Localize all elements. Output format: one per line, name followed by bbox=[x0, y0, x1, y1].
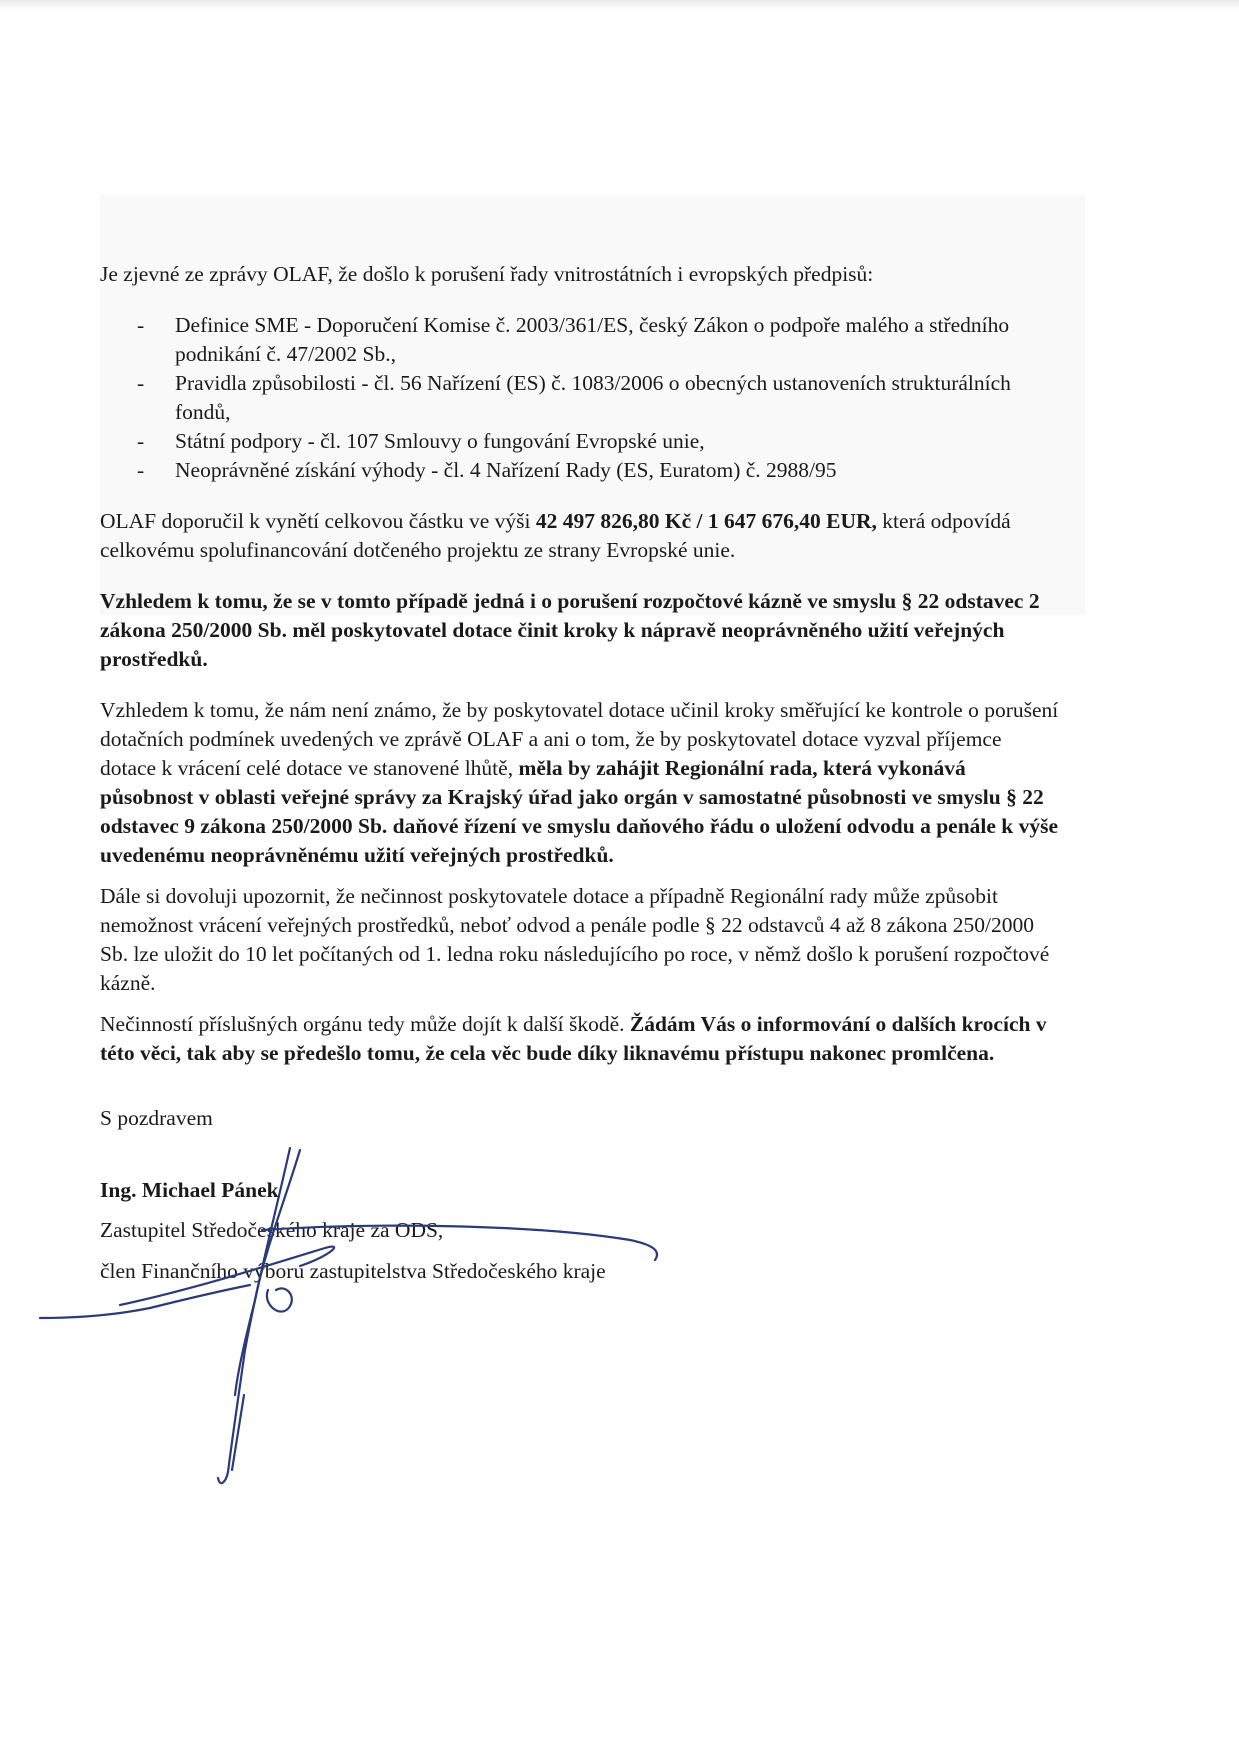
olaf-recommendation-text-end: která odpovídá celkovému spolufinancování dotčeného projektu ze strany Evropské unie. bbox=[100, 509, 1011, 562]
intro-paragraph: Je zjevné ze zprávy OLAF, že došlo k porušení řady vnitrostátních i evropských předpisů: bbox=[100, 262, 874, 286]
regional-council-paragraph bbox=[100, 696, 1060, 870]
violated-regulations-list bbox=[100, 311, 1060, 485]
budget-discipline-text: Vzhledem k tomu, že se v tomto případě jedná i o porušení rozpočtové kázně ve smyslu § 22 odstavec 2 zákona 250/2000 Sb. měl poskytovatel dotace činit kroky k nápravě neoprávněného užití veřejných prostředků. bbox=[100, 589, 1040, 671]
olaf-recommendation-text: OLAF doporučil k vynětí celkovou částku ve výši bbox=[100, 509, 536, 533]
letter-body bbox=[100, 260, 1060, 1298]
closing-greeting: S pozdravem bbox=[100, 1106, 213, 1130]
olaf-recommendation-paragraph bbox=[100, 507, 1060, 565]
regional-council-text: Vzhledem k tomu, že nám není známo, že by poskytovatel dotace učinil kroky směřující ke kontrole o porušení dotačních podmínek uvedených ve zprávě OLAF a ani o tom, že by poskytovatel dotace vyzval příjemce dotace k vrácení celé dotace ve stanovené lhůtě, bbox=[100, 698, 1059, 780]
list-item: - Definice SME - Doporučení Komise č. 2003/361/ES, český Zákon o podpoře malého a středního podnikání č. 47/2002 Sb., bbox=[175, 311, 1060, 369]
request-paragraph bbox=[100, 1010, 1060, 1068]
signatory-role: Zastupitel Středočeského kraje za ODS, bbox=[100, 1218, 444, 1242]
signatory-name: Ing. Michael Pánek bbox=[100, 1178, 279, 1202]
recommended-amount: 42 497 826,80 Kč / 1 647 676,40 EUR, bbox=[535, 509, 877, 533]
signatory-committee: člen Finančního výboru zastupitelstva Středočeského kraje bbox=[100, 1259, 606, 1283]
inaction-warning-paragraph: Dále si dovoluji upozornit, že nečinnost poskytovatele dotace a případně Regionální rady může způsobit nemožnost vrácení veřejných prostředků, neboť odvod a penále podle § 22 odstavců 4 až 8 zákona 250/2000 Sb. lze uložit do 10 let počítaných od 1. ledna roku následujícího po roce, v němž došlo k porušení rozpočtové kázně. bbox=[100, 884, 1050, 995]
list-item: - Neoprávněné získání výhody - čl. 4 Nařízení Rady (ES, Euratom) č. 2988/95 bbox=[175, 456, 1060, 485]
budget-discipline-paragraph bbox=[100, 587, 1060, 674]
regional-council-text-bold: měla by zahájit Regionální rada, která vykonává působnost v oblasti veřejné správy za Krajský úřad jako orgán v samostatné působnosti ve smyslu § 22 odstavec 9 zákona 250/2000 Sb. daňové řízení ve smyslu daňového řádu o uložení odvodu a penále k výše uvedenému neoprávněnému užití veřejných prostředků. bbox=[100, 756, 1059, 867]
scan-edge-shadow bbox=[0, 0, 1239, 10]
list-item: - Pravidla způsobilosti - čl. 56 Nařízení (ES) č. 1083/2006 o obecných ustanoveních strukturálních fondů, bbox=[175, 369, 1060, 427]
list-item: - Státní podpory - čl. 107 Smlouvy o fungování Evropské unie, bbox=[175, 427, 1060, 456]
request-text-bold: Žádám Vás o informování o dalších krocích v této věci, tak aby se předešlo tomu, že cela věc bude díky liknavému přístupu nakonec promlčena. bbox=[100, 1012, 1047, 1065]
request-text: Nečinností příslušných orgánu tedy může dojít k další škodě. bbox=[100, 1012, 630, 1036]
